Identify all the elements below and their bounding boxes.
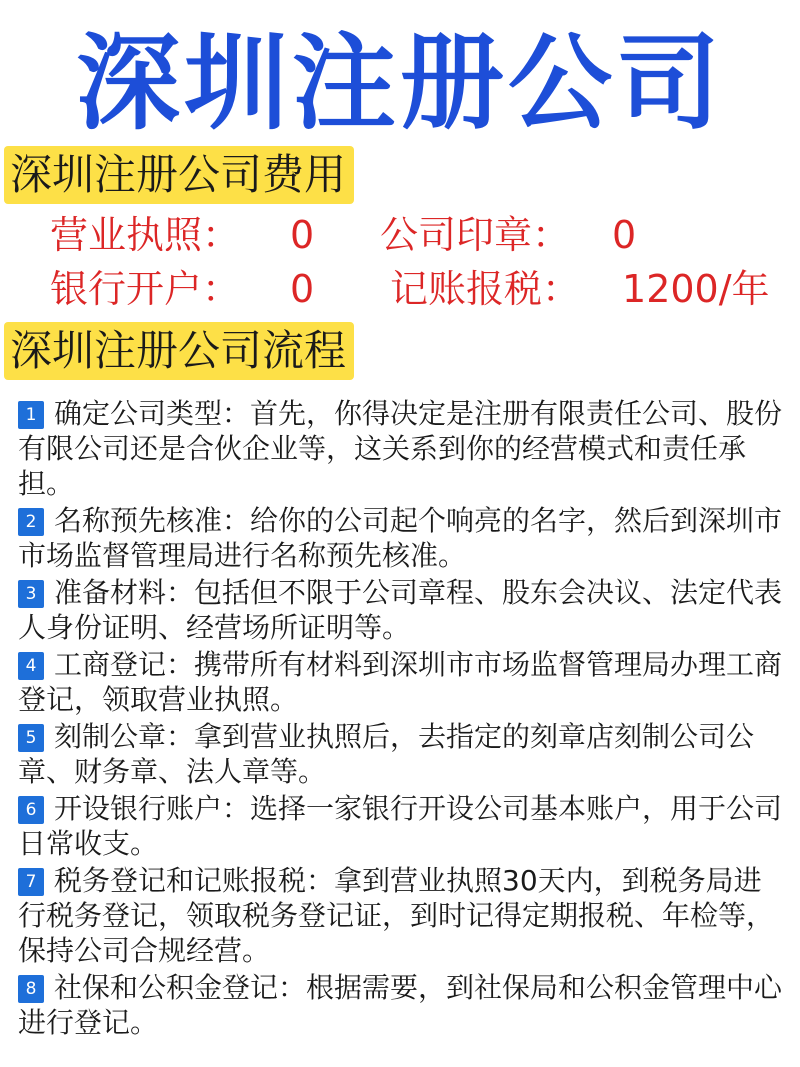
step-8 bbox=[18, 970, 788, 1040]
step-number-badge: 2 bbox=[18, 508, 44, 536]
step-6 bbox=[18, 791, 788, 861]
step-text: 社保和公积金登记：根据需要，到社保局和公积金管理中心进行登记。 bbox=[18, 971, 783, 1039]
fee-label: 银行开户： bbox=[50, 267, 241, 311]
step-number-badge: 4 bbox=[18, 652, 44, 680]
step-text: 刻制公章：拿到营业执照后，去指定的刻章店刻制公司公章、财务章、法人章等。 bbox=[18, 720, 755, 788]
fee-value: 0 bbox=[612, 213, 637, 257]
fee-seal bbox=[380, 212, 636, 258]
fee-label: 记账报税： bbox=[390, 267, 581, 311]
step-number-badge: 8 bbox=[18, 975, 44, 1003]
step-text: 确定公司类型：首先，你得决定是注册有限责任公司、股份有限公司还是合伙企业等，这关系到你的经营模式和责任承担。 bbox=[18, 397, 783, 500]
step-number-badge: 3 bbox=[18, 580, 44, 608]
process-steps bbox=[18, 396, 788, 1042]
step-text: 税务登记和记账报税：拿到营业执照30天内，到税务局进行税务登记，领取税务登记证，到时记得定期报税、年检等，保持公司合规经营。 bbox=[18, 864, 775, 967]
fee-value: 0 bbox=[290, 267, 315, 311]
step-2 bbox=[18, 503, 788, 573]
process-heading: 深圳注册公司流程 bbox=[4, 322, 354, 380]
step-text: 名称预先核准：给你的公司起个响亮的名字，然后到深圳市市场监督管理局进行名称预先核准。 bbox=[18, 504, 783, 572]
step-text: 开设银行账户：选择一家银行开设公司基本账户，用于公司日常收支。 bbox=[18, 792, 783, 860]
fee-value: 0 bbox=[290, 213, 315, 257]
fee-label: 营业执照： bbox=[50, 213, 241, 257]
step-number-badge: 1 bbox=[18, 401, 44, 429]
step-number-badge: 5 bbox=[18, 724, 44, 752]
step-5 bbox=[18, 719, 788, 789]
page-title: 深圳注册公司 bbox=[75, 22, 724, 144]
step-number-badge: 7 bbox=[18, 868, 44, 896]
step-4 bbox=[18, 647, 788, 717]
step-3 bbox=[18, 575, 788, 645]
fee-label: 公司印章： bbox=[380, 213, 571, 257]
step-1 bbox=[18, 396, 788, 501]
step-number-badge: 6 bbox=[18, 796, 44, 824]
step-7 bbox=[18, 863, 788, 968]
fee-tax bbox=[390, 266, 770, 312]
step-text: 工商登记：携带所有材料到深圳市市场监督管理局办理工商登记，领取营业执照。 bbox=[18, 648, 783, 716]
fee-bank bbox=[50, 266, 314, 312]
fees-heading: 深圳注册公司费用 bbox=[4, 146, 354, 204]
fee-license bbox=[50, 212, 314, 258]
step-text: 准备材料：包括但不限于公司章程、股东会决议、法定代表人身份证明、经营场所证明等。 bbox=[18, 576, 783, 644]
fee-value: 1200/年 bbox=[622, 267, 770, 311]
